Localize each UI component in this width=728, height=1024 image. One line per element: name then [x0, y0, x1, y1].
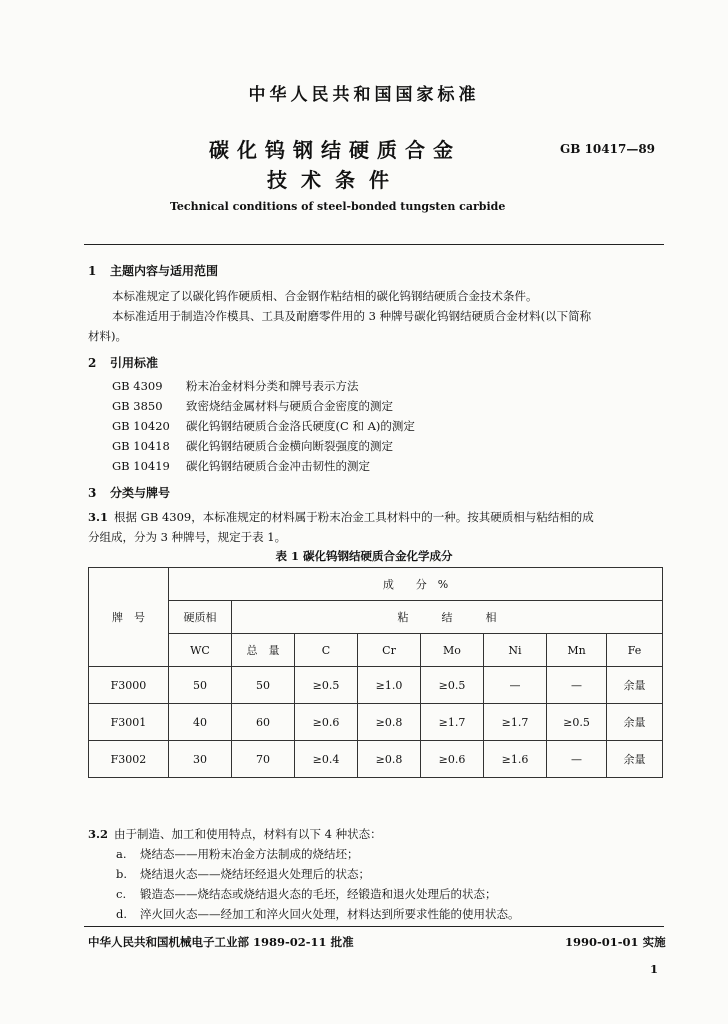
- table-cell: ≥1.7: [484, 704, 547, 741]
- column-header: Ni: [484, 634, 547, 667]
- state-item: [116, 846, 359, 862]
- header-composition: 成 分 %: [169, 568, 663, 601]
- reference-code: GB 4309: [112, 379, 163, 393]
- state-item: [116, 886, 497, 902]
- clause-3-2: [88, 826, 382, 842]
- clause-number: 3.2: [88, 827, 109, 841]
- state-label: a.: [116, 847, 127, 861]
- document-subtitle: 技术条件: [267, 168, 403, 192]
- state-item: [116, 906, 520, 922]
- state-text: 锻造态——烧结态或烧结退火态的毛坯，经锻造和退火处理后的状态；: [140, 887, 497, 901]
- clause-3-1: [88, 509, 594, 525]
- reference-item: [112, 438, 393, 454]
- table-cell: ≥0.4: [295, 741, 358, 778]
- clause-continuation: 分组成，分为 3 种牌号，规定于表 1。: [88, 530, 287, 544]
- table-caption: 表 1 碳化钨钢结硬质合金化学成分: [275, 549, 453, 563]
- state-text: 烧结退火态——烧结坯经退火处理后的状态；: [140, 867, 370, 881]
- table-cell: F3000: [89, 667, 169, 704]
- section-number: 1: [88, 264, 97, 278]
- table-row: [89, 741, 663, 778]
- reference-item: [112, 418, 415, 434]
- table-cell: ≥0.5: [547, 704, 607, 741]
- table-row: [89, 667, 663, 704]
- table-cell: —: [547, 667, 607, 704]
- table-cell: ≥0.5: [295, 667, 358, 704]
- table-cell: 70: [232, 741, 295, 778]
- reference-code: GB 10418: [112, 439, 170, 453]
- table-cell: —: [484, 667, 547, 704]
- section-2-heading: [88, 354, 158, 371]
- reference-title: 粉末冶金材料分类和牌号表示方法: [186, 379, 359, 393]
- implementation-date: 1990-01-01 实施: [565, 935, 666, 949]
- standard-number: GB 10417—89: [560, 142, 656, 156]
- section-title: 分类与牌号: [110, 486, 171, 500]
- paragraph: 本标准规定了以碳化钨作硬质相、合金钢作粘结相的碳化钨钢结硬质合金技术条件。: [112, 289, 538, 303]
- table-cell: —: [547, 741, 607, 778]
- table-cell: 50: [169, 667, 232, 704]
- state-label: d.: [116, 907, 128, 921]
- approval-line: 中华人民共和国机械电子工业部 1989-02-11 批准: [88, 935, 354, 949]
- reference-code: GB 3850: [112, 399, 163, 413]
- reference-item: [112, 378, 359, 394]
- header-grade: 牌 号: [89, 568, 169, 667]
- table-cell: 50: [232, 667, 295, 704]
- table-cell: ≥1.0: [358, 667, 421, 704]
- reference-title: 碳化钨钢结硬质合金横向断裂强度的测定: [186, 439, 393, 453]
- table-cell: 30: [169, 741, 232, 778]
- table-cell: ≥0.6: [295, 704, 358, 741]
- reference-code: GB 10420: [112, 419, 170, 433]
- section-number: 2: [88, 356, 97, 370]
- state-item: [116, 866, 370, 882]
- table-cell: ≥0.6: [421, 741, 484, 778]
- table-cell: ≥0.8: [358, 741, 421, 778]
- clause-text: 根据 GB 4309，本标准规定的材料属于粉末冶金工具材料中的一种。按其硬质相与粘结相的成: [114, 510, 594, 524]
- table-cell: ≥1.6: [484, 741, 547, 778]
- column-header: WC: [169, 634, 232, 667]
- reference-title: 碳化钨钢结硬质合金洛氏硬度(C 和 A)的测定: [186, 419, 415, 433]
- reference-item: [112, 458, 370, 474]
- document-title: 碳化钨钢结硬质合金: [209, 138, 461, 162]
- table-cell: ≥0.8: [358, 704, 421, 741]
- section-1-heading: [88, 262, 218, 279]
- english-title: Technical conditions of steel-bonded tungsten carbide: [170, 200, 506, 213]
- state-label: c.: [116, 887, 127, 901]
- footer-rule: [84, 926, 664, 927]
- table-cell: 余量: [607, 667, 663, 704]
- clause-text: 由于制造、加工和使用特点，材料有以下 4 种状态：: [114, 827, 382, 841]
- clause-number: 3.1: [88, 510, 109, 524]
- table-row: [89, 704, 663, 741]
- section-number: 3: [88, 486, 97, 500]
- table-cell: ≥0.5: [421, 667, 484, 704]
- section-3-heading: [88, 484, 170, 501]
- table-cell: 余量: [607, 741, 663, 778]
- header-binder-phase: 粘 结 相: [232, 601, 663, 634]
- state-label: b.: [116, 867, 128, 881]
- composition-table: [88, 567, 663, 778]
- table-cell: F3001: [89, 704, 169, 741]
- state-text: 淬火回火态——经加工和淬火回火处理，材料达到所要求性能的使用状态。: [140, 907, 520, 921]
- column-header: Mn: [547, 634, 607, 667]
- reference-code: GB 10419: [112, 459, 170, 473]
- header-hard-phase: 硬质相: [169, 601, 232, 634]
- paragraph: 本标准适用于制造冷作模具、工具及耐磨零件用的 3 种牌号碳化钨钢结硬质合金材料(以下简称: [112, 309, 592, 323]
- table-cell: 余量: [607, 704, 663, 741]
- state-text: 烧结态——用粉末冶金方法制成的烧结坯；: [140, 847, 359, 861]
- section-title: 主题内容与适用范围: [110, 264, 219, 278]
- reference-title: 致密烧结金属材料与硬质合金密度的测定: [186, 399, 393, 413]
- column-header: Cr: [358, 634, 421, 667]
- table-cell: F3002: [89, 741, 169, 778]
- issuing-authority: 中华人民共和国国家标准: [248, 85, 480, 105]
- column-header: 总 量: [232, 634, 295, 667]
- reference-item: [112, 398, 393, 414]
- table-cell: 40: [169, 704, 232, 741]
- column-header: Mo: [421, 634, 484, 667]
- column-header: Fe: [607, 634, 663, 667]
- section-title: 引用标准: [110, 356, 159, 370]
- page-number: 1: [650, 962, 659, 976]
- table-cell: 60: [232, 704, 295, 741]
- reference-title: 碳化钨钢结硬质合金冲击韧性的测定: [186, 459, 370, 473]
- paragraph-continuation: 材料)。: [88, 329, 127, 343]
- header-rule: [84, 244, 664, 245]
- column-header: C: [295, 634, 358, 667]
- table-cell: ≥1.7: [421, 704, 484, 741]
